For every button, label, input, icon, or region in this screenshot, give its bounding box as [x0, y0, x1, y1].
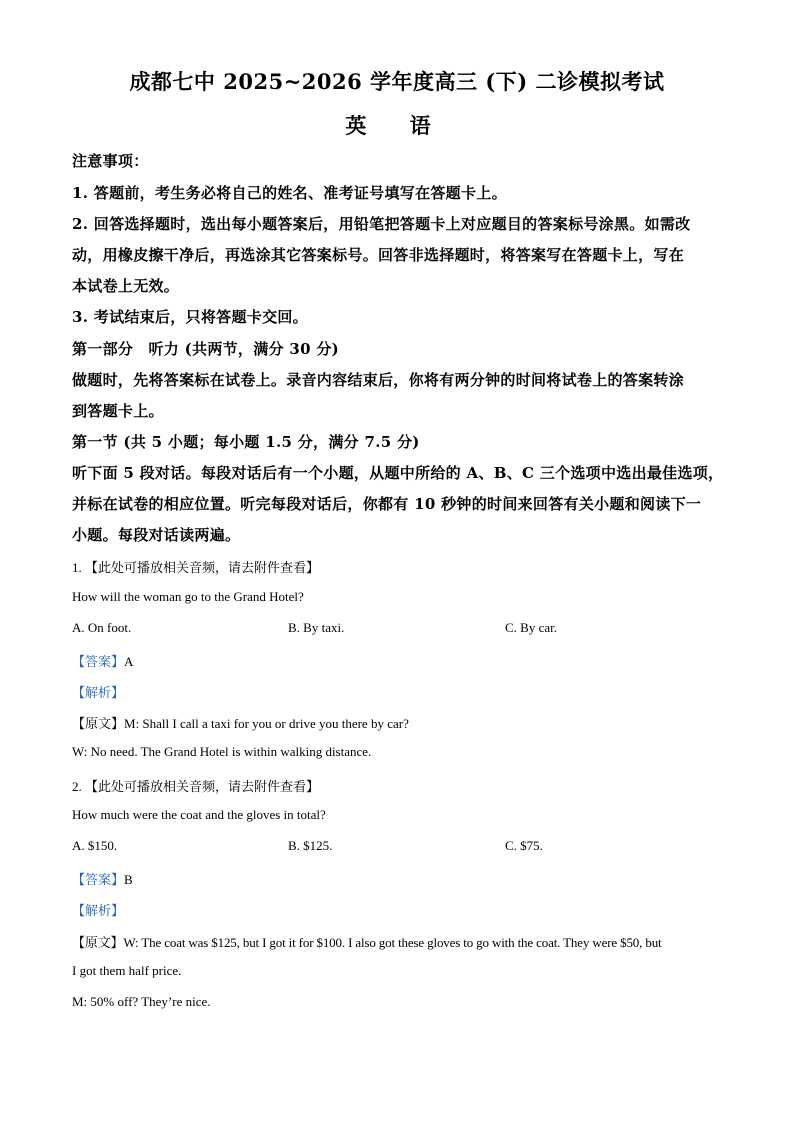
exam-title: 成都七中 2025~2026 学年度高三 (下) 二诊模拟考试	[129, 69, 665, 94]
transcript-line: M: Shall I call a taxi for you or drive you there by car?	[124, 716, 409, 731]
question-2-transcript-2: M: 50% off? They’re nice.	[72, 994, 211, 1009]
question-number: 1.	[72, 560, 82, 575]
audio-note[interactable]: 【此处可播放相关音频，请去附件查看】	[85, 561, 320, 576]
instruction-2b: 动，用橡皮擦干净后，再选涂其它答案标号。回答非选择题时，将答案写在答题卡上，写在	[72, 246, 685, 264]
question-2-answer	[72, 869, 133, 888]
question-1-transcript-1	[72, 713, 409, 732]
instruction-1: 1. 答题前，考生务必将自己的姓名、准考证号填写在答题卡上。	[72, 184, 507, 202]
question-number: 2.	[72, 779, 82, 794]
original-tag: 【原文】	[72, 717, 125, 732]
question-2-option-b: B. $125.	[288, 838, 333, 853]
section1-desc-b: 并标在试卷的相应位置。听完每段对话后，你都有 10 秒钟的时间来回答有关小题和阅读下一	[72, 495, 702, 513]
instruction-3: 3. 考试结束后，只将答题卡交回。	[72, 308, 308, 326]
question-1-option-b: B. By taxi.	[288, 620, 345, 635]
question-2-analysis	[72, 900, 124, 919]
subject-title: 英 语	[345, 113, 449, 138]
instruction-2c: 本试卷上无效。	[72, 277, 180, 295]
answer-tag: 【答案】	[72, 655, 125, 670]
question-1-option-a: A. On foot.	[72, 620, 132, 635]
section1-desc-c: 小题。每段对话读两遍。	[72, 526, 241, 544]
question-2-option-a: A. $150.	[72, 838, 118, 853]
instructions-heading: 注意事项：	[72, 152, 149, 170]
analysis-tag: 【解析】	[72, 686, 125, 701]
question-2-transcript-1b: I got them half price.	[72, 963, 182, 978]
question-1-option-c: C. By car.	[505, 620, 557, 635]
question-1-answer	[72, 651, 133, 670]
question-1-text: How will the woman go to the Grand Hotel?	[72, 589, 304, 604]
answer-tag: 【答案】	[72, 873, 125, 888]
question-2-option-c: C. $75.	[505, 838, 543, 853]
answer-value: A	[124, 654, 134, 669]
audio-note[interactable]: 【此处可播放相关音频，请去附件查看】	[85, 780, 320, 795]
question-2-audio	[72, 776, 319, 795]
section1-desc-a: 听下面 5 段对话。每段对话后有一个小题，从题中所给的 A、B、C 三个选项中选出最佳选项，	[72, 464, 724, 482]
original-tag: 【原文】	[72, 936, 124, 951]
analysis-tag: 【解析】	[72, 904, 125, 919]
part1-heading: 第一部分 听力 (共两节，满分 30 分)	[72, 340, 340, 358]
part1-desc-b: 到答题卡上。	[72, 402, 164, 420]
answer-value: B	[124, 872, 133, 887]
section1-heading: 第一节 (共 5 小题；每小题 1.5 分，满分 7.5 分)	[72, 433, 420, 451]
question-1-transcript-2: W: No need. The Grand Hotel is within walking distance.	[72, 744, 372, 759]
question-1-audio	[72, 557, 319, 576]
question-2-transcript-1	[72, 932, 662, 951]
transcript-line: W: The coat was $125, but I got it for $100. I also got these gloves to go with the coat. They were $50, but	[123, 935, 662, 950]
instruction-2a: 2. 回答选择题时，选出每小题答案后，用铅笔把答题卡上对应题目的答案标号涂黑。如需改	[72, 215, 691, 233]
part1-desc-a: 做题时，先将答案标在试卷上。录音内容结束后，你将有两分钟的时间将试卷上的答案转涂	[72, 371, 685, 389]
question-1-analysis	[72, 682, 124, 701]
question-2-text: How much were the coat and the gloves in total?	[72, 807, 326, 822]
